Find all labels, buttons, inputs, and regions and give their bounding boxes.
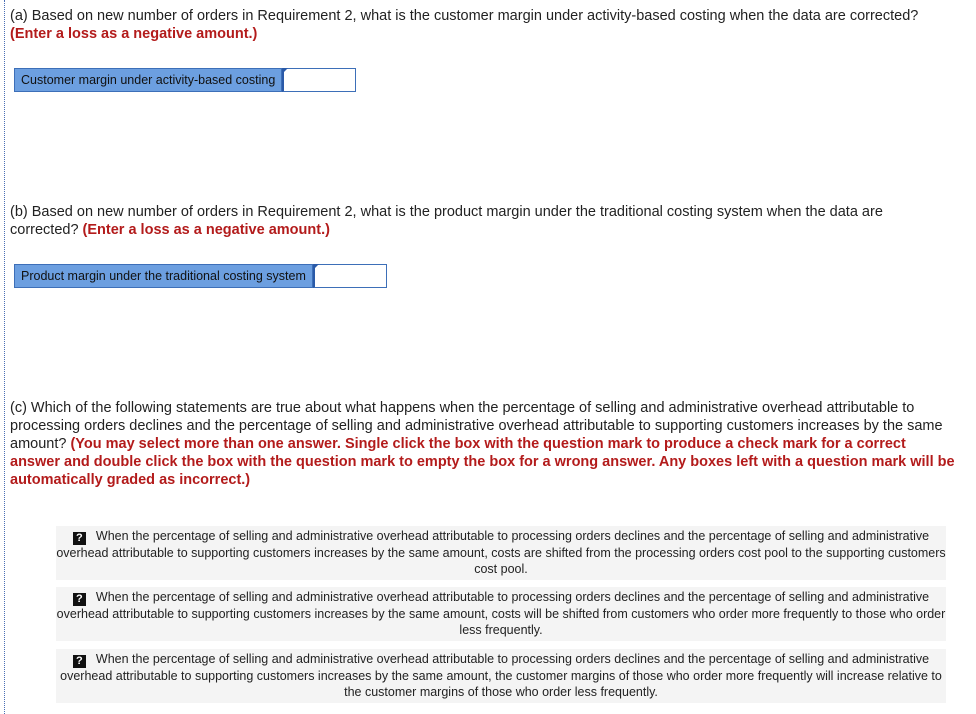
- statement-option-3: [56, 649, 946, 703]
- question-c-instruction: (You may select more than one answer. Single click the box with the question mark to produce a check mark for a correct answer and double click the box with the question mark to empty the box for a wrong answer. Any boxes left with a question mark will be automatically graded as incorrect.): [10, 436, 955, 488]
- answer-label-b: Product margin under the traditional costing system: [14, 264, 313, 288]
- question-b: [10, 203, 940, 239]
- product-margin-input[interactable]: [313, 264, 387, 288]
- question-mark-checkbox-1[interactable]: ?: [73, 532, 86, 545]
- answer-label-a: Customer margin under activity-based costing: [14, 68, 282, 92]
- question-a: [10, 7, 930, 43]
- question-mark-checkbox-2[interactable]: ?: [73, 593, 86, 606]
- answer-row-a: [14, 68, 356, 92]
- left-border-rule: [4, 0, 5, 714]
- statement-option-1-text: When the percentage of selling and administrative overhead attributable to processing orders declines and the percentage of selling and administrative overhead attributable to supporting customers increases by the same amount, costs are shifted from the processing orders cost pool to the supporting customers cost pool.: [56, 529, 946, 576]
- statement-option-2: [56, 587, 946, 641]
- customer-margin-input[interactable]: [282, 68, 356, 92]
- question-b-text: (b) Based on new number of orders in Requirement 2, what is the product margin under the traditional costing system when the data are corrected?: [10, 204, 883, 238]
- question-mark-checkbox-3[interactable]: ?: [73, 655, 86, 668]
- answer-row-b: [14, 264, 387, 288]
- statement-option-1: [56, 526, 946, 580]
- question-a-instruction: (Enter a loss as a negative amount.): [10, 26, 258, 42]
- question-c: [10, 399, 955, 489]
- statement-option-2-text: When the percentage of selling and administrative overhead attributable to processing orders declines and the percentage of selling and administrative overhead attributable to supporting customers increases by the same amount, costs will be shifted from customers who order more frequently to those who order less frequently.: [56, 590, 946, 637]
- question-a-text: (a) Based on new number of orders in Requirement 2, what is the customer margin under activity-based costing when the data are corrected?: [10, 8, 919, 24]
- question-c-text: (c) Which of the following statements are true about what happens when the percentage of selling and administrative overhead attributable to processing orders declines and the percentage of selling and administrative overhead attributable to supporting customers increases by the same amount?: [10, 400, 943, 452]
- question-b-instruction: (Enter a loss as a negative amount.): [82, 222, 330, 238]
- statement-option-3-text: When the percentage of selling and administrative overhead attributable to processing orders declines and the percentage of selling and administrative overhead attributable to supporting customers increases by the same amount, the customer margins of those who order more frequently will increase relative to the customer margins of those who order less frequently.: [60, 652, 942, 699]
